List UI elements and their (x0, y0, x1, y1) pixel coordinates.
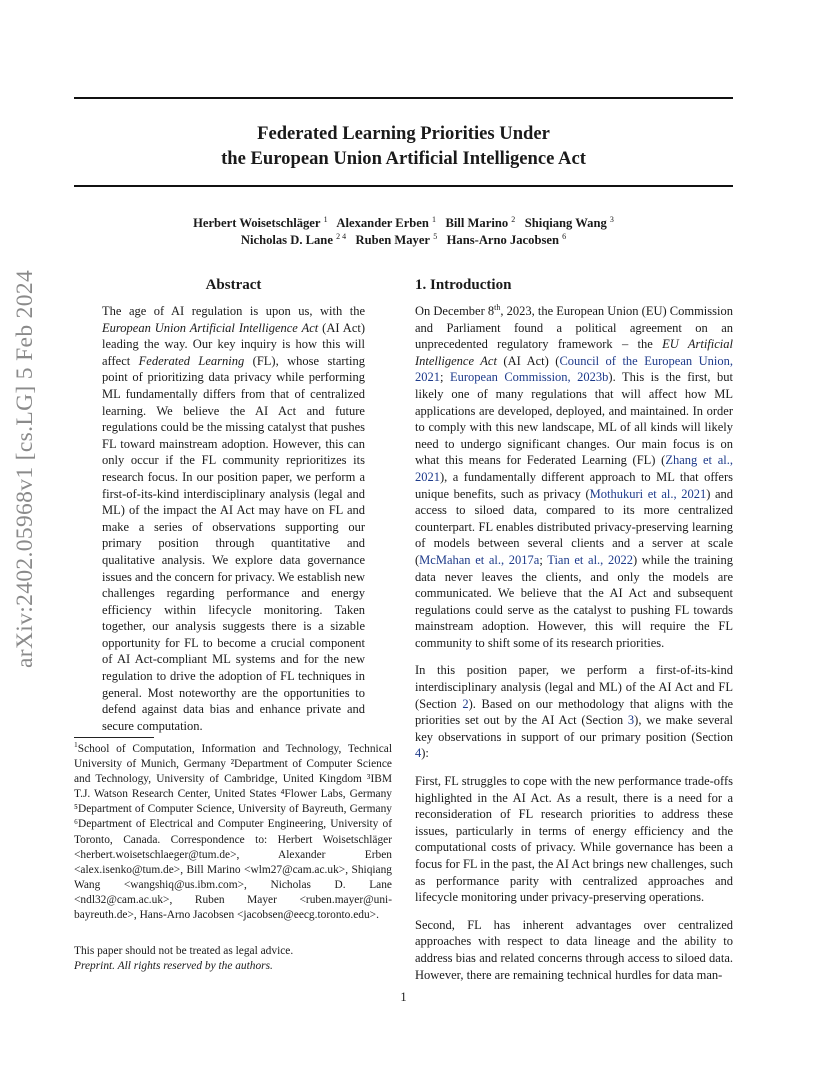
author-affiliation: 5 (433, 231, 438, 241)
introduction-body (415, 303, 733, 994)
abstract-text: The age of AI regulation is upon us, with the (102, 304, 365, 318)
author-affiliation: 2 4 (336, 231, 347, 241)
section-ref-link[interactable]: 4 (415, 746, 422, 761)
title-top-rule (74, 97, 733, 99)
intro-paragraph-2 (415, 662, 733, 762)
abstract-heading: Abstract (205, 277, 262, 293)
citation-link[interactable]: Zhang et al., 2021 (415, 453, 733, 484)
footnote-affiliations (74, 742, 392, 923)
intro-text: In this position paper, we perform a first-of-its-kind interdisciplinary analysis (legal and ML) of the AI Act and FL (Section (415, 663, 733, 711)
section-ref-link[interactable]: 2 (462, 696, 469, 711)
intro-paragraph-4: Second, FL has inherent advantages over centralized approaches with respect to data lineage and the ability to address bias and related concerns through access to siloed data. However, there are remaining technical hurdles for data man- (415, 917, 733, 982)
intro-text: ): (421, 746, 429, 761)
author-name: Nicholas D. Lane (240, 233, 333, 247)
intro-text: ). Based on our methodology that aligns with the priorities set out by the AI Act (Section (415, 696, 733, 728)
footnote-rule (74, 737, 154, 738)
author-list (74, 215, 733, 249)
abstract-text: (AI Act) leading the way. Our key inquiry is how this will affect (102, 320, 366, 368)
author-name: Bill Marino (445, 216, 509, 230)
intro-paragraph-1 (415, 303, 733, 651)
abstract-text: (FL), whose starting point of prioritizing data privacy while performing ML fundamentally differs from that of centralized learning. We believe the AI Act and future regulations could be the missing catalyst that pushes FL toward mainstream adoption. However, this can only occur if the FL community reprioritizes its research focus. In our position paper, we perform a first-of-its-kind interdisciplinary analysis (legal and ML) of the impact the AI Act may have on FL and make a series of observations supporting our primary position through quantitative and qualitative analysis. We explore data governance issues and the concern for privacy. We establish new challenges regarding performance and energy efficiency within lifecycle monitoring. Taken together, our analysis suggests there is a sizable opportunity for FL to become a crucial component of AI Act-compliant ML systems and for the new regulation to drive the adoption of FL techniques in general. Most noteworthy are the opportunities to defend against data bias and enhance private and secure computation. (102, 353, 365, 733)
intro-act-name: EU Artificial Intelligence Act (415, 337, 733, 368)
author-name: Shiqiang Wang (524, 216, 607, 230)
citation-link[interactable]: Mothukuri et al., 2021 (589, 486, 707, 501)
footnote-text: School of Computation, Information and Technology, Technical University of Munich, Germany ²Department of Computer Science and Technology, University of Cambridge, United Kingdom ³IBM T.J. Watson Research Center, United States ⁴Flower Labs, Germany ⁵Department of Computer Science, University of Bayreuth, Germany ⁶Department of Electrical and Computer Engineering, University of Toronto, Canada. Correspondence to: Herbert Woisetschläger <herbert.woisetschlaeger@tum.de>, Alexander Erben <alex.isenko@tum.de>, Bill Marino <wlm27@cam.ac.uk>, Shiqiang Wang <wangshiq@us.ibm.com>, Nicholas D. Lane <ndl32@cam.ac.uk>, Ruben Mayer <ruben.mayer@uni-bayreuth.de>, Hans-Arno Jacobsen <jacobsen@eecg.toronto.edu>. (74, 743, 392, 922)
paper-title (74, 121, 733, 171)
author-name: Alexander Erben (336, 216, 429, 230)
citation-link[interactable]: European Commission, 2023b (449, 370, 609, 385)
author-affiliation: 1 (432, 214, 437, 224)
citation-link[interactable]: Tian et al., 2022 (547, 552, 633, 567)
section-ref-link[interactable]: 3 (627, 713, 635, 728)
arxiv-identifier: arXiv:2402.05968v1 [cs.LG] 5 Feb 2024 (12, 269, 38, 668)
abstract-fl-name: Federated Learning (138, 353, 245, 368)
author-name: Ruben Mayer (355, 233, 431, 247)
legal-advice-note: This paper should not be treated as legal advice. (74, 945, 294, 957)
intro-text: ), we make several key observations in support of our primary position (Section (415, 713, 733, 744)
page-number: 1 (400, 990, 407, 1004)
citation-link[interactable]: McMahan et al., 2017a (419, 552, 540, 567)
intro-text: ) and access to siloed data, compared to its more centralized counterpart. FL enables distributed privacy-preserving learning of models between several clients and a server at scale ( (415, 486, 734, 567)
intro-text: ; (539, 552, 548, 567)
intro-text: ). This is the first, but likely one of many regulations that will affect how ML applications are developed, deployed, and maintained. In order to comply with this new landscape, ML of all kinds will likely need to undergo significant changes. Our main focus is on what this means for Federated Learning (FL) ( (415, 370, 733, 468)
author-affiliation: 6 (562, 231, 567, 241)
intro-text: ) while the training data never leaves the clients, and only the models are communicated. We believe that the AI Act and subsequent regulations could serve as the catalyst to pushing FL towards mainstream adoption. However, this will require the FL community to shift some of its research priorities. (415, 552, 734, 650)
author-affiliation: 2 (511, 214, 516, 224)
intro-text: (AI Act) ( (496, 353, 560, 368)
author-line-1 (74, 215, 733, 232)
ordinal-suffix: th (494, 302, 501, 312)
abstract-act-name: European Union Artificial Intelligence Act (102, 320, 319, 335)
introduction-heading: 1. Introduction (415, 277, 512, 293)
citation-link[interactable]: Council of the European Union, 2021 (415, 353, 733, 385)
preprint-note: Preprint. All rights reserved by the authors. (74, 960, 273, 973)
author-name: Herbert Woisetschläger (193, 216, 321, 230)
title-bottom-rule (74, 185, 733, 187)
author-name: Hans-Arno Jacobsen (446, 233, 559, 247)
intro-text: ), a fundamentally different approach to ML that offers unique benefits, such as privacy ( (415, 469, 733, 501)
intro-text: ; (440, 370, 450, 385)
title-line-1: Federated Learning Priorities Under (257, 123, 550, 144)
intro-text: On December 8 (415, 304, 495, 318)
intro-paragraph-3: First, FL struggles to cope with the new performance trade-offs highlighted in the AI Act. As a result, there is a need for a reconsideration of FL research priorities to address these issues, particularly in terms of energy efficiency and the computational costs of privacy. While governance has been a focus for FL in the past, the AI Act brings new challenges, such as performance parity with centralized approaches and lifecycle monitoring under privacy-preserving operations. (415, 774, 733, 905)
title-line-2: the European Union Artificial Intelligence Act (221, 148, 586, 169)
intro-text: , 2023, the European Union (EU) Commission and Parliament found a political agreement on an unprecedented regulatory framework – the (415, 304, 733, 352)
author-affiliation: 1 (323, 214, 328, 224)
author-affiliation: 3 (609, 214, 614, 224)
author-line-2 (74, 232, 733, 249)
footnote-marker: 1 (74, 740, 78, 750)
abstract-body (102, 303, 365, 734)
footnote-legal-note (74, 944, 392, 974)
